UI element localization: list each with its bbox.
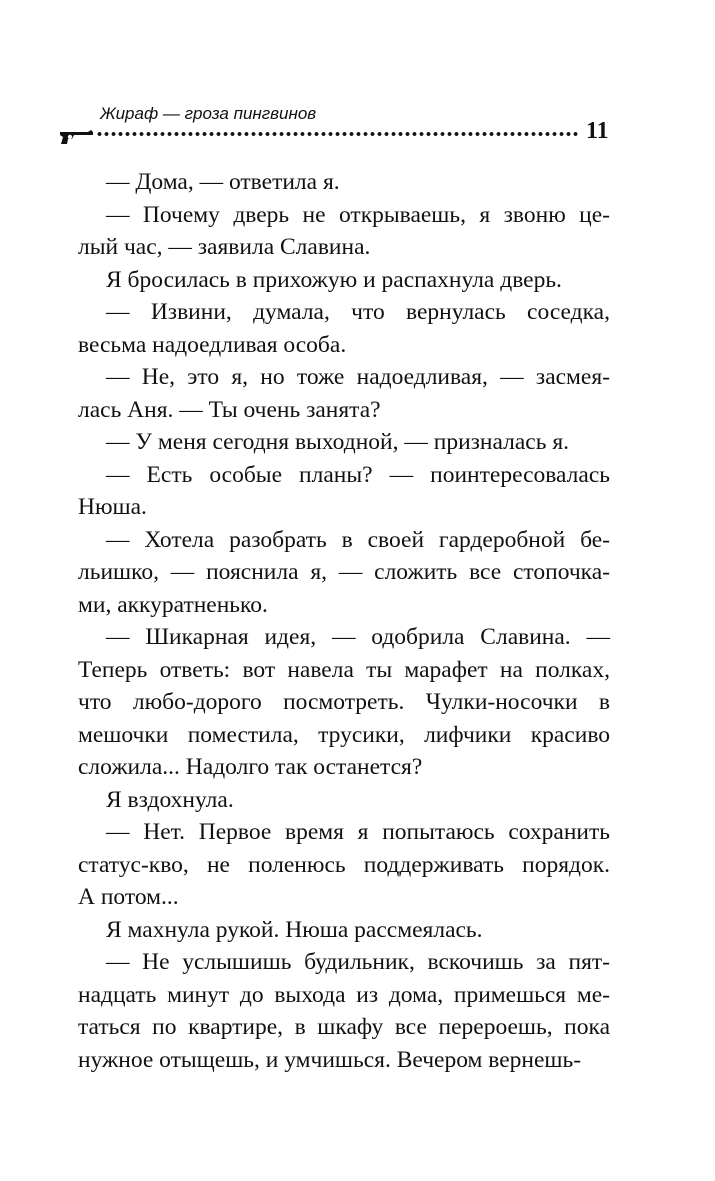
text-line: Теперь ответь: вот навела ты марафет на полках, <box>78 656 610 683</box>
paragraph <box>78 199 610 264</box>
text-line: Я махнула рукой. Нюша рассмеялась. <box>106 916 483 943</box>
paragraph <box>78 361 610 426</box>
text-line: Я бросилась в прихожую и распахнула дверь. <box>106 266 562 293</box>
text-line: Я вздохнула. <box>106 786 234 813</box>
paragraph <box>78 784 610 817</box>
body-text <box>78 166 610 1076</box>
text-line: — Не, это я, но тоже надоедливая, — засмея- <box>106 364 610 390</box>
page-number: 11 <box>586 118 609 144</box>
paragraph <box>78 524 610 622</box>
text-line: надцать минут до выхода из дома, примешься ме- <box>78 981 610 1008</box>
text-line: сложила... Надолго так останется? <box>78 754 423 780</box>
text-line: Нюша. <box>78 494 147 520</box>
paragraph <box>78 914 610 947</box>
text-line: льишко, — пояснила я, — сложить все стопочка- <box>78 559 610 585</box>
running-title: Жираф — гроза пингвинов <box>100 104 317 123</box>
text-line: лый час, — заявила Славина. <box>78 234 371 260</box>
text-line: — Не услышишь будильник, вскочишь за пят- <box>106 949 610 975</box>
text-line: — Хотела разобрать в своей гардеробной бе- <box>106 526 610 553</box>
paragraph <box>78 296 610 361</box>
text-line: весьма надоедливая особа. <box>78 331 347 358</box>
page-header <box>58 96 618 156</box>
text-line: таться по квартире, в шкафу все перероешь, пока <box>78 1014 610 1040</box>
text-line: — Дома, — ответила я. <box>106 169 340 195</box>
text-line: нужное отыщешь, и умчишься. Вечером вернешь- <box>78 1046 582 1073</box>
text-line: — У меня сегодня выходной, — призналась я. <box>106 429 570 455</box>
revolver-icon <box>58 126 94 146</box>
text-line: — Извини, думала, что вернулась соседка, <box>106 299 610 325</box>
paragraph <box>78 946 610 1076</box>
text-line: — Шикарная идея, — одобрила Славина. — <box>106 624 610 650</box>
paragraph <box>78 459 610 524</box>
paragraph <box>78 426 610 459</box>
paragraph <box>78 264 610 297</box>
text-line: — Нет. Первое время я попытаюсь сохранить <box>106 819 610 845</box>
text-line: А потом... <box>78 884 179 910</box>
paragraph <box>78 166 610 199</box>
paragraph <box>78 816 610 914</box>
paragraph <box>78 621 610 784</box>
text-line: мешочки поместила, трусики, лифчики красиво <box>78 721 610 748</box>
text-line: что любо-дорого посмотреть. Чулки-носочки в <box>78 689 610 715</box>
text-line: — Почему дверь не открываешь, я звоню це- <box>106 201 610 228</box>
text-line: — Есть особые планы? — поинтересовалась <box>106 461 610 488</box>
text-line: лась Аня. — Ты очень занята? <box>78 396 381 423</box>
text-line: статус-кво, не поленюсь поддерживать порядок. <box>78 851 610 878</box>
text-line: ми, аккуратненько. <box>78 591 268 618</box>
dotted-leader <box>96 131 579 137</box>
